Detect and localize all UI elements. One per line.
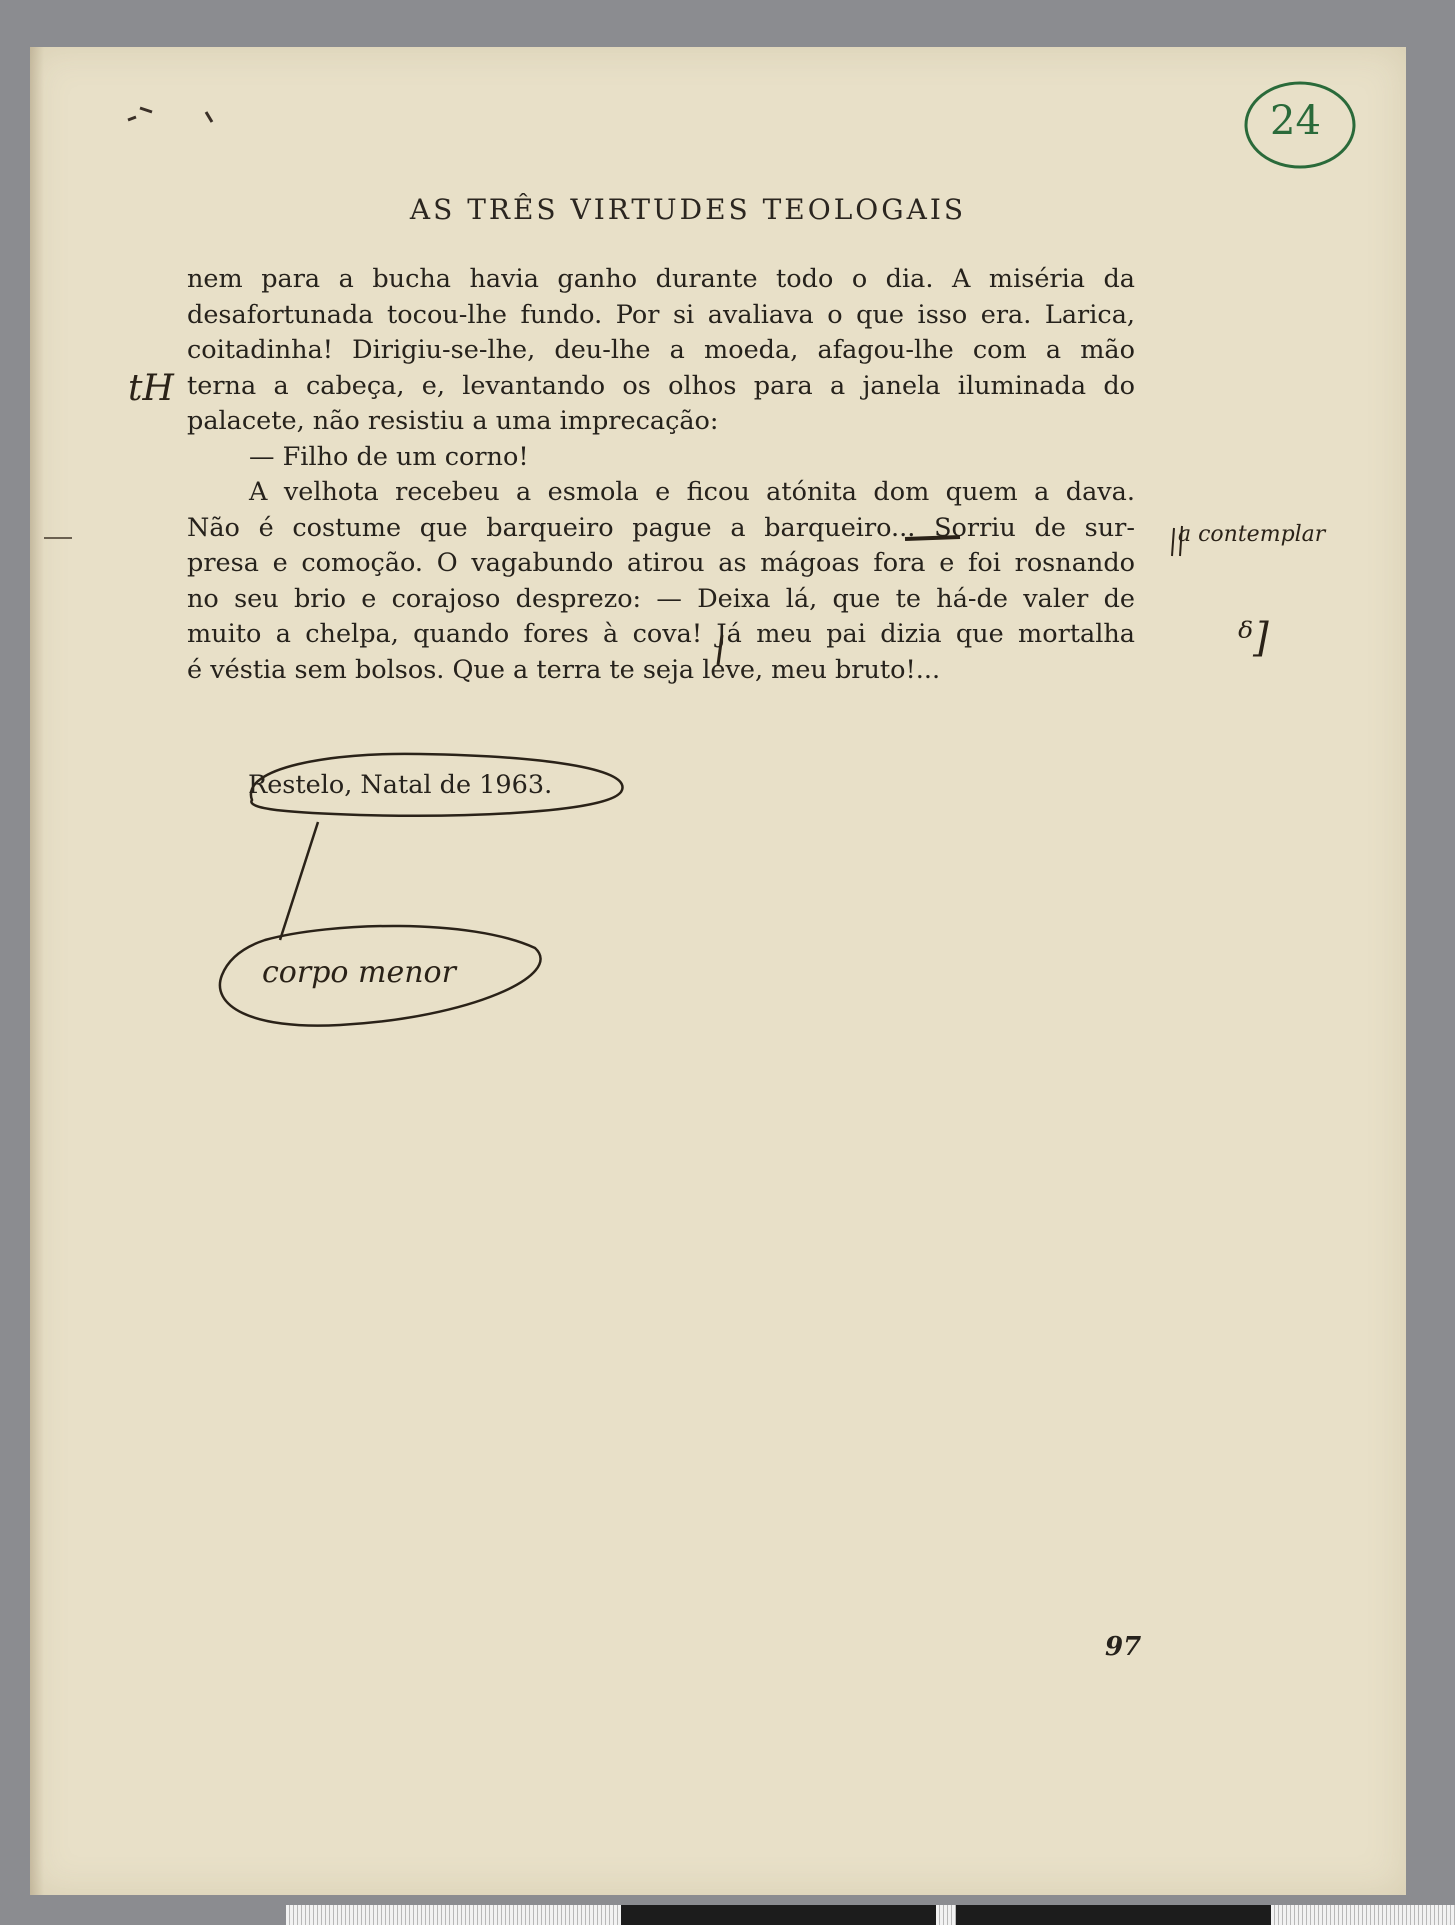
body-line: presa e comoção. O vagabundo atirou as mágoas fora e foi rosnando — [187, 548, 1135, 578]
page-number: 97 — [1105, 1632, 1142, 1662]
ruler-segment — [1271, 1905, 1455, 1925]
body-line: palacete, não resistiu a uma imprecação: — [187, 406, 719, 436]
body-line: Não é costume que barqueiro pague a barqueiro... Sorriu de sur- — [187, 512, 1135, 543]
body-line: terna a cabeça, e, levantando os olhos para a janela iluminada do — [187, 370, 1135, 401]
page-edge-shadow — [30, 47, 44, 1895]
body-text — [187, 262, 1135, 688]
folio-number: 24 — [1270, 98, 1321, 144]
place-date: Restelo, Natal de 1963. — [248, 770, 553, 800]
body-line: é véstia sem bolsos. Que a terra te seja leve, meu bruto!... — [187, 654, 941, 685]
ruler-segment — [286, 1905, 621, 1925]
body-line: — Filho de um corno! — [249, 441, 529, 472]
body-line: muito a chelpa, quando fores à cova! Já meu pai dizia que mortalha — [187, 619, 1135, 649]
margin-mark-icon: ᵟ] — [1238, 615, 1269, 661]
ruler-segment — [936, 1905, 956, 1925]
scale-ruler — [286, 1905, 1455, 1925]
instruction-annotation: corpo menor — [262, 955, 456, 990]
running-head: AS TRÊS VIRTUDES TEOLOGAIS — [409, 193, 967, 226]
body-line: A velhota recebeu a esmola e ficou atónita dom quem a dava. — [249, 477, 1135, 507]
margin-annotation-right: a contemplar — [1178, 522, 1326, 547]
margin-annotation-left: tH — [128, 368, 174, 409]
body-line: desafortunada tocou-lhe fundo. Por si avaliava o que isso era. Larica, — [187, 299, 1135, 330]
body-line: coitadinha! Dirigiu-se-lhe, deu-lhe a moeda, afagou-lhe com a mão — [187, 335, 1135, 365]
body-line: no seu brio e corajoso desprezo: — Deixa lá, que te há-de valer de — [187, 583, 1135, 614]
body-line: nem para a bucha havia ganho durante todo o dia. A miséria da — [187, 264, 1135, 294]
